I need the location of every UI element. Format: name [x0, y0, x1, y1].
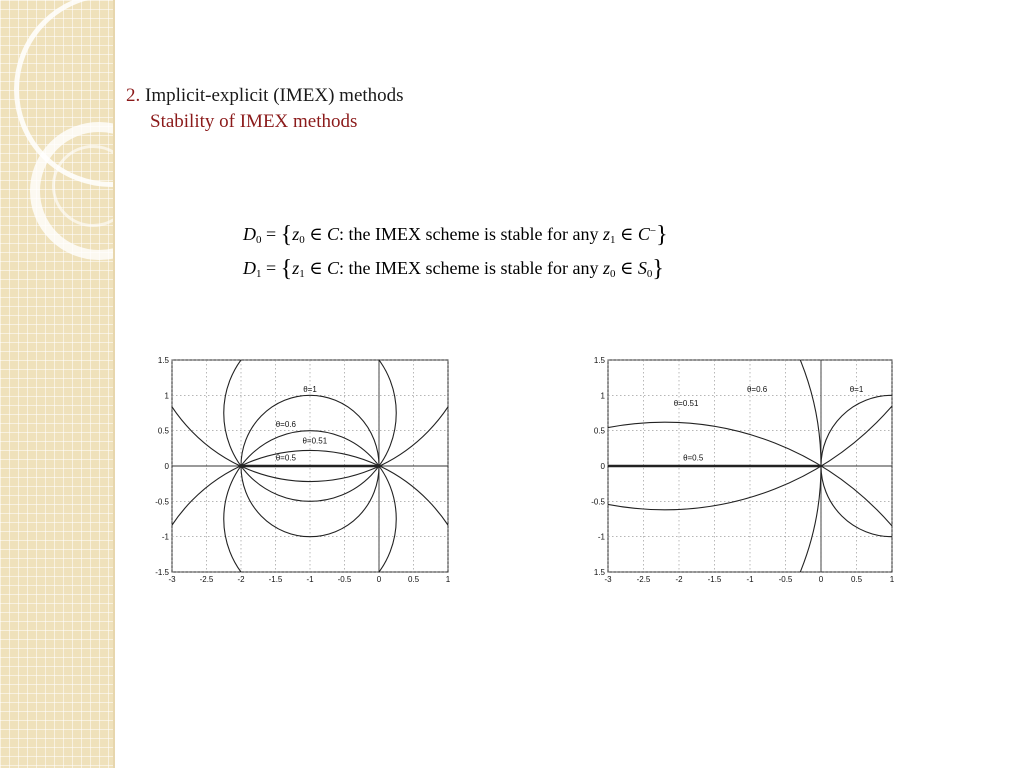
formula-any-var: z	[602, 258, 610, 278]
curve-label: θ=1	[303, 384, 317, 394]
formula-set-var: z	[292, 258, 300, 278]
close-brace: }	[652, 256, 664, 282]
curve-label: θ=0.6	[275, 420, 296, 430]
formula-any-set-sup: −	[649, 225, 657, 237]
slide-title	[126, 83, 404, 109]
formula-d0	[243, 222, 668, 249]
formula-any-set-sub: 0	[646, 268, 653, 280]
formula-set-var: z	[292, 224, 300, 244]
y-tick-label: 0	[164, 462, 169, 471]
y-tick-label: -0.5	[155, 497, 169, 507]
formula-condition: : the IMEX scheme is stable for any	[339, 224, 599, 244]
formula-lhs-sub: 0	[256, 234, 262, 246]
decorative-side-band	[0, 0, 115, 768]
x-tick-label: 0.5	[850, 575, 863, 584]
curve-label: θ=0.5	[683, 453, 704, 463]
y-tick-label: 1.5	[157, 356, 169, 365]
open-brace: {	[280, 222, 293, 248]
title-number: 2.	[126, 85, 141, 106]
x-tick-label: -3	[604, 575, 612, 584]
x-tick-label: -2.5	[199, 575, 214, 584]
member-of-sign: ∈	[620, 224, 634, 244]
curve-label: θ=0.6	[746, 384, 768, 394]
x-tick-label: -1.5	[707, 575, 722, 584]
x-tick-label: -2.5	[636, 575, 651, 584]
formula-any-var-sub: 1	[610, 234, 616, 246]
y-tick-label: 1.5	[593, 356, 605, 365]
curve-label: θ=0.5	[275, 453, 296, 463]
y-tick-label: -1.5	[155, 568, 169, 577]
equals-sign: =	[266, 258, 277, 278]
formula-any-set: S	[637, 258, 647, 278]
stability-chart-right	[586, 352, 901, 592]
formula-set: C	[327, 224, 340, 244]
x-tick-label: -1	[746, 575, 754, 584]
formula-any-var: z	[602, 224, 610, 244]
y-tick-label: -1	[161, 532, 169, 542]
member-of-sign: ∈	[620, 258, 634, 278]
member-of-sign: ∈	[309, 224, 323, 244]
close-brace: }	[656, 222, 668, 248]
x-tick-label: -3	[168, 575, 176, 584]
slide-subtitle: Stability of IMEX methods	[150, 111, 358, 132]
curve-label: θ=0.51	[302, 436, 328, 446]
formula-any-var-sub: 0	[610, 268, 616, 280]
x-tick-label: 1	[889, 575, 895, 584]
curve-label: θ=0.51	[673, 398, 699, 408]
x-tick-label: -0.5	[337, 575, 352, 584]
y-tick-label: -0.5	[591, 497, 605, 507]
open-brace: {	[280, 256, 293, 282]
x-tick-label: 0	[376, 575, 382, 584]
member-of-sign: ∈	[309, 258, 323, 278]
x-tick-label: 1	[445, 575, 451, 584]
x-tick-label: -1.5	[268, 575, 283, 584]
x-tick-label: 0.5	[407, 575, 420, 584]
equals-sign: =	[266, 224, 277, 244]
x-tick-label: -1	[306, 575, 314, 584]
y-tick-label: 1.5	[593, 568, 605, 577]
x-tick-label: -2	[237, 575, 245, 584]
stability-chart-left	[148, 352, 458, 592]
y-tick-label: -1	[597, 532, 605, 542]
formula-condition: : the IMEX scheme is stable for any	[339, 258, 599, 278]
formula-lhs: D	[243, 258, 256, 278]
formula-d1	[243, 256, 664, 283]
x-tick-label: 0	[818, 575, 824, 584]
y-tick-label: 0.5	[157, 426, 169, 436]
y-tick-label: 1	[600, 391, 605, 401]
formula-set: C	[327, 258, 340, 278]
formula-set-var-sub: 0	[299, 234, 305, 246]
y-tick-label: 0.5	[593, 426, 605, 436]
x-tick-label: -0.5	[778, 575, 793, 584]
formula-lhs-sub: 1	[256, 268, 262, 280]
curve-label: θ=1	[849, 384, 864, 394]
formula-lhs: D	[243, 224, 256, 244]
formula-set-var-sub: 1	[299, 268, 305, 280]
slide-title-block	[126, 83, 404, 135]
y-tick-label: 0	[600, 462, 605, 471]
formula-any-set: C	[637, 224, 650, 244]
title-text: Implicit-explicit (IMEX) methods	[145, 85, 404, 106]
x-tick-label: -2	[675, 575, 683, 584]
y-tick-label: 1	[164, 391, 169, 401]
